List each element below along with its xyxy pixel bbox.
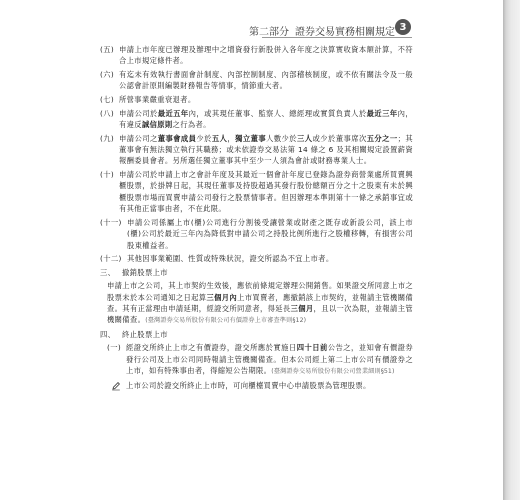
criteria-item bbox=[100, 44, 413, 67]
criteria-item-body: 有迄未有效執行書面會計制度、內部控制制度、內部稽核制度，或不依有關法令及一般公認會計原則編製財務報告等情事，情節重大者。 bbox=[119, 70, 413, 91]
pencil-note-icon bbox=[111, 381, 121, 391]
section-3-number: 三、 bbox=[100, 267, 116, 277]
criteria-item-number: (九) bbox=[100, 133, 115, 143]
criteria-item-number: (六) bbox=[100, 70, 115, 79]
running-header bbox=[249, 23, 395, 38]
section-4-note bbox=[107, 380, 413, 391]
criteria-item-text: ；其董事會有無法獨立執行其職務；或未依證券交易法第 14 條之 6 及其相關規定設置薪資報酬委員會者。另所選任獨立董事其中至少一人須為會計或財務專業人士。 bbox=[119, 133, 414, 166]
section-4 bbox=[66, 329, 413, 340]
criteria-list bbox=[100, 44, 413, 265]
criteria-item bbox=[100, 217, 413, 251]
page-edge-shadow bbox=[503, 0, 520, 500]
page-number-badge: 3 bbox=[395, 19, 411, 35]
section-3-text: 申請上市之公司，其上市契約生效後，應依前條規定辦理公開銷售。如果證交所同意上市之股票未於本公司通知之日起算 bbox=[107, 281, 413, 302]
criteria-item-number: (八) bbox=[100, 108, 115, 118]
criteria-item-emphasis: 五分之一 bbox=[366, 133, 398, 143]
criteria-item-emphasis: 獨立董事 bbox=[235, 133, 267, 143]
criteria-item-emphasis: 最近五年 bbox=[157, 108, 189, 118]
header-rule bbox=[262, 37, 412, 38]
criteria-item bbox=[100, 133, 413, 167]
criteria-item-text: 人數少於 bbox=[266, 133, 298, 143]
criteria-item-number: (五) bbox=[100, 45, 115, 54]
criteria-item-emphasis: 誠信原則 bbox=[141, 120, 173, 129]
section-3-title: 撤銷股票上市 bbox=[122, 267, 168, 277]
section-4-item bbox=[107, 342, 413, 377]
section-3-reference: (臺灣證券交易所股份有限公司有價證券上市審查準則§12) bbox=[145, 317, 307, 325]
criteria-item-body: 申請上市年度已辦理及辦理中之增資發行新股併入各年度之決算實收資本額計算，不符合上市規定條件者。 bbox=[119, 45, 413, 66]
criteria-item-body: 申請公司係屬上市(櫃)公司進行分割後受讓營業或財產之既存或新設公司，該上市(櫃)公司於最近三年內為降低對申請公司之持股比例所進行之股權移轉，有損害公司股東權益者。 bbox=[127, 217, 413, 250]
section-4-item-emphasis: 四十日前 bbox=[296, 343, 328, 353]
criteria-item-text: 申請公司於 bbox=[119, 108, 158, 118]
section-4-note-text: 上市公司於證交所終止上市時，可向櫃檯買賣中心申請股票為管理股票。 bbox=[126, 381, 371, 391]
criteria-item-emphasis: 三人 bbox=[297, 133, 313, 143]
section-3-emphasis: 三個月內 bbox=[206, 292, 238, 302]
criteria-item-text: 內，有違反 bbox=[119, 108, 414, 129]
section-3-text: 上市買賣者，應撤銷該上市契約，並報請主管機關備查。其有正當理由申請延期，經證交所同意者，得延長 bbox=[107, 292, 413, 314]
section-3-paragraph bbox=[100, 280, 413, 327]
criteria-item-number: (七) bbox=[100, 95, 115, 104]
header-part: 第二部分 bbox=[249, 27, 289, 38]
criteria-item bbox=[100, 169, 413, 215]
section-4-number: 四、 bbox=[100, 329, 116, 339]
criteria-item-body bbox=[119, 109, 413, 129]
criteria-item bbox=[100, 108, 413, 131]
section-3-text: ，且以一次為限，並報請主管機關備查。 bbox=[107, 304, 413, 325]
criteria-item-emphasis: 董事會成員 bbox=[157, 133, 197, 143]
section-3-emphasis: 三個月 bbox=[290, 304, 314, 314]
section-4-title: 終止股票上市 bbox=[122, 329, 168, 339]
criteria-item-text: 之行為者。 bbox=[172, 120, 211, 129]
criteria-item-emphasis: 最近三年 bbox=[366, 108, 398, 118]
section-3 bbox=[66, 267, 413, 278]
criteria-item-body: 申請公司於申請上市之會計年度及其最近一個會計年度已登錄為證券商營業處所買賣興櫃股票，於掛牌日起，其現任董事及持股超過其發行股份總額百分之十之股東有未於興櫃股票市場而買賣申請公司發行之股票情事者。但因辦理本準則第十一條之承銷事宜或有其他正當事由者，不在此限。 bbox=[119, 170, 413, 214]
criteria-item-text: 或少於董事席次 bbox=[312, 133, 367, 143]
criteria-item-text: 內，或其現任董事、監察人、總經理或實質負責人於 bbox=[188, 108, 367, 118]
criteria-item-body bbox=[119, 134, 413, 166]
section-4-item-number: (一) bbox=[107, 343, 122, 353]
section-4-item-text: 經證交所終止上市之有價證券，證交所應於實施日 bbox=[126, 343, 297, 353]
section-4-body bbox=[100, 342, 413, 392]
criteria-item-number: (十一) bbox=[100, 217, 122, 227]
document-body bbox=[100, 44, 413, 394]
criteria-item-number: (十二) bbox=[100, 254, 122, 264]
section-4-reference: (臺灣證券交易所股份有限公司營業細則§51) bbox=[271, 368, 395, 376]
header-title: 證券交易實務相關規定 bbox=[295, 27, 395, 38]
section-4-item-text: 公告之，並知會有價證券發行公司及上市公司同時報請主管機關備查。但本公司經上第二上市公司有價證券之上市，如有特殊事由者，得縮短公告期限。 bbox=[126, 343, 413, 376]
criteria-item-text: 申請公司之 bbox=[119, 133, 158, 143]
criteria-item-text: ， bbox=[227, 133, 236, 143]
criteria-item bbox=[100, 69, 413, 92]
criteria-item bbox=[100, 253, 413, 264]
criteria-item-body: 所營事業嚴重衰退者。 bbox=[119, 95, 196, 104]
criteria-item-text: 少於 bbox=[196, 133, 212, 143]
criteria-item-number: (十) bbox=[100, 170, 115, 179]
criteria-item bbox=[100, 94, 413, 105]
criteria-item-emphasis: 五人 bbox=[211, 133, 228, 143]
criteria-item-body: 其他因事業範圍、性質或特殊狀況，證交所認為不宜上市者。 bbox=[127, 254, 334, 264]
